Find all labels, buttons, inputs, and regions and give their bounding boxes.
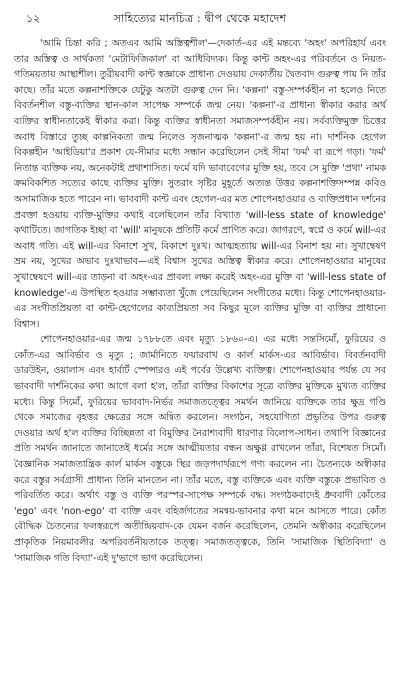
- paragraph: শোপেনহাওয়ার-এর জন্ম ১৭৮৮তে এবং মৃত্যু ১৮৬০-এ। এর মধ্যে সন্তসিমোঁ, ফুরিয়ের ও কোঁত-এর আবির্ভাব ও মৃত্যু ; জার্মানিতে ফয়ারবাখ ও কার্ল মার্কস-এর আবির্ভাব। বিবর্তনবাদী ডারউইন, ওয়ালাস এবং হার্বার্ট স্পেন্সারও এই পর্বের উল্লেখ্য ব্যক্তিত্ব। শোপেনহাওয়ার পর্যন্ত যে সব ভাববাদী দার্শনিকের কথা আগে বলা হ'ল, তাঁরা ব্যক্তির বিকাশের সূত্রে ব্যক্তির মুক্তিকে মুখ্যত ব্যক্তির মধ্যে। কিন্তু সিমোঁ, ফুরিয়ের ভাববাদ-নির্ভর সমাজতত্ত্বের সমর্থন জানিয়ে ব্যক্তিকে তার ক্ষুদ্র গণ্ডি থেকে সমাজের বৃহত্তর ক্ষেত্রের সঙ্গে অন্বিত করলেন। সংগঠন, সহযোগিতা প্রভৃতির উপর গুরুত্ব দেওয়ার অর্থ হ'ল ব্যক্তির বিচ্ছিন্নতা বা বিমুক্তির নৈরাশ্যবাদী ধারণার বিলোপ-সাধন। তথাপি বিজ্ঞানের প্রতি সমর্থন জানাতে জানাতেই ধর্মের সঙ্গে আত্মীয়তার বন্ধন অক্ষুণ্ণ রাখলেন তাঁরা, বিশেষত সিমোঁ। বৈজ্ঞানিক সমাজতান্ত্রিক কার্ল মার্কস বস্তুকে স্থির জড়পদার্থরূপে গণ্য করলেন না। চৈতন্যকে অস্বীকার করে বস্তুর সর্বগ্রাসী প্রাধান্য তিনি মানতেন না। তাঁর মতে, বস্তু ব্যক্তিকে এবং ব্যক্তি বস্তুকে প্রভাবিত ও পরিবর্তিত করে। অর্থাৎ বস্তু ও ব্যক্তি পরস্পর-সাপেক্ষ সম্পর্কে বদ্ধ। সংগঠকবাদেই ধ্রুববাদী কোঁতের 'ego' এবং 'non-ego' বা ব্যক্তি এবং বহির্জগতের সমন্বয়-ভাবনার কথা মনে আসতে পারে। কোঁত বৌদ্ধিক চৈতন্যের ফলস্বরূপে অতীন্দ্রিয়বাদ-কে যেমন বর্জন করেছিলেন, তেমনি অস্বীকার করেছিলেন প্রাকৃতিক নিয়মাবলীর অপরিবর্তনীয়তাকে তত্ত্ব। সমাজতত্ত্বকে, তিনি 'সামাজিক স্থিতিবিদ্যা' ও 'সামাজিক গতি বিদ্যা'-এই দু'ভাগে ভাগ করেছিলেন।: [14, 334, 386, 564]
- paragraph: 'আমি চিন্তা করি ; অতএব আমি অস্তিত্বশীল'—দেকার্ত-এর এই মন্তব্যে 'অহং' অপরিহার্য এবং তার অস্তিত্ব ও সার্থকতা 'মেটাফিজিকাল' বা আধিবিদ্যক। কিন্তু কান্ট অহং-এর পরিবর্তনে ও নিয়ত-গতিময়তায় আস্থাশীল। তুরীয়বাদী কান্ট স্বজ্ঞাকে প্রাধান্য দেওয়ায় দেকার্তীয় দ্বৈতবাদ গুরুত্ব পায় নি তাঁর কাছে। তাঁর মতে কল্পনাশক্তিকে যেটুকু অতটা গুরুত্ব দেন নি। 'কল্পনা' বস্তু-সম্পর্কহীন না হলেও নিতে বিবর্তনশীল বস্তু-ব্যক্তির স্থান-কাল সাপেক্ষ সম্পর্কে জন্ম নেয়। 'কল্পনা'-র প্রাধান্য স্বীকার করার অর্থ ব্যক্তির স্বাধীনতাকেই স্বীকার করা। কিন্তু ব্যক্তির স্বাধীনতা সমাজসম্পর্কহীন নয়। সর্বব্যক্তিমুক্ত চিত্তের অবাধ বিস্তারে তুচ্ছ কাল্পনিকতা জন্ম নিলেও সৃজনাত্মক 'কল্পনা'-র জন্ম হয় না। দার্শনিক হেগেল বিকল্পহীন 'আইডিয়া'র প্রকাশ যে-সীমার মধ্যে সন্ধান করেছিলেন সেই সীমা 'ফর্ম' বা রূপে গড়া। 'ফর্ম' নিতান্ত ব্যক্তিক নয়, অনেকটাই প্রথাশাসিত। ফর্মে যদি ভাবাবেগের মুক্তি হয়, তবে সে মুক্তি 'প্রথা' নামক ক্রমবিকশিত সত্যের কাছে ব্যক্তির মুক্তি। সুতরাং সৃষ্টির মুহূর্তে অত্যন্ত উত্তর কল্পনাশক্তিসম্পন্ন কবিও অসামাজিক হতে পারেন না। ভাববাদী কান্ট এবং হেগেল-এর মত শোপেনহাওয়ার ও ব্যক্তিপ্রধান দর্শনের প্রবক্তা হওয়ায় ব্যক্তি-মুক্তির কথাই বলেছিলেন তাঁর বিখ্যাত 'will-less state of knowledge' কথাটিতে। জাগতিক ইচ্ছা বা 'will' মানুষকে প্রতিটি কর্মে প্রাণিত করে। জাগরণে, স্বপ্নে ও কর্মে will-এর অবাধ গতি। এই will-এর বিনাশে সুখ, বিকাশে দুঃখ। আত্মহত্যায় will-এর বিনাশ হয় না। সুখাম্বেষণ ভ্রম নয়, সুখের অভাব দুঃখাভাব—এই বিশ্বাস সুখের অস্তিত্ব স্বীকার করে। শোপেনহাওয়ার মানুষের সুখাম্বেষণে will-এর তাড়না বা অহং-এর প্রাবল্য লক্ষ্য করেই অহং-এর মুক্তি বা 'will-less state of knowledge'-এ উপস্থিত হওয়ার সম্ভাব্যতা খুঁজে পেয়েছিলেন সংগীতের মধ্যে। কিন্তু শোপেনহাওয়ার-এর সংগীতপ্রিয়তা বা কান্ট-হেগেলের কাব্যপ্রিয়তা সব কিছুর মূলে ব্যক্তির মুক্তি বা ব্যক্তির প্রাধান্যে বিশ্বাস।: [14, 38, 386, 330]
- page-header: [14, 12, 386, 30]
- running-title: সাহিত্যের মানচিত্র : দ্বীপ থেকে মহাদেশ: [113, 12, 287, 25]
- page-number: ১২: [26, 12, 41, 25]
- body-text: [14, 36, 386, 566]
